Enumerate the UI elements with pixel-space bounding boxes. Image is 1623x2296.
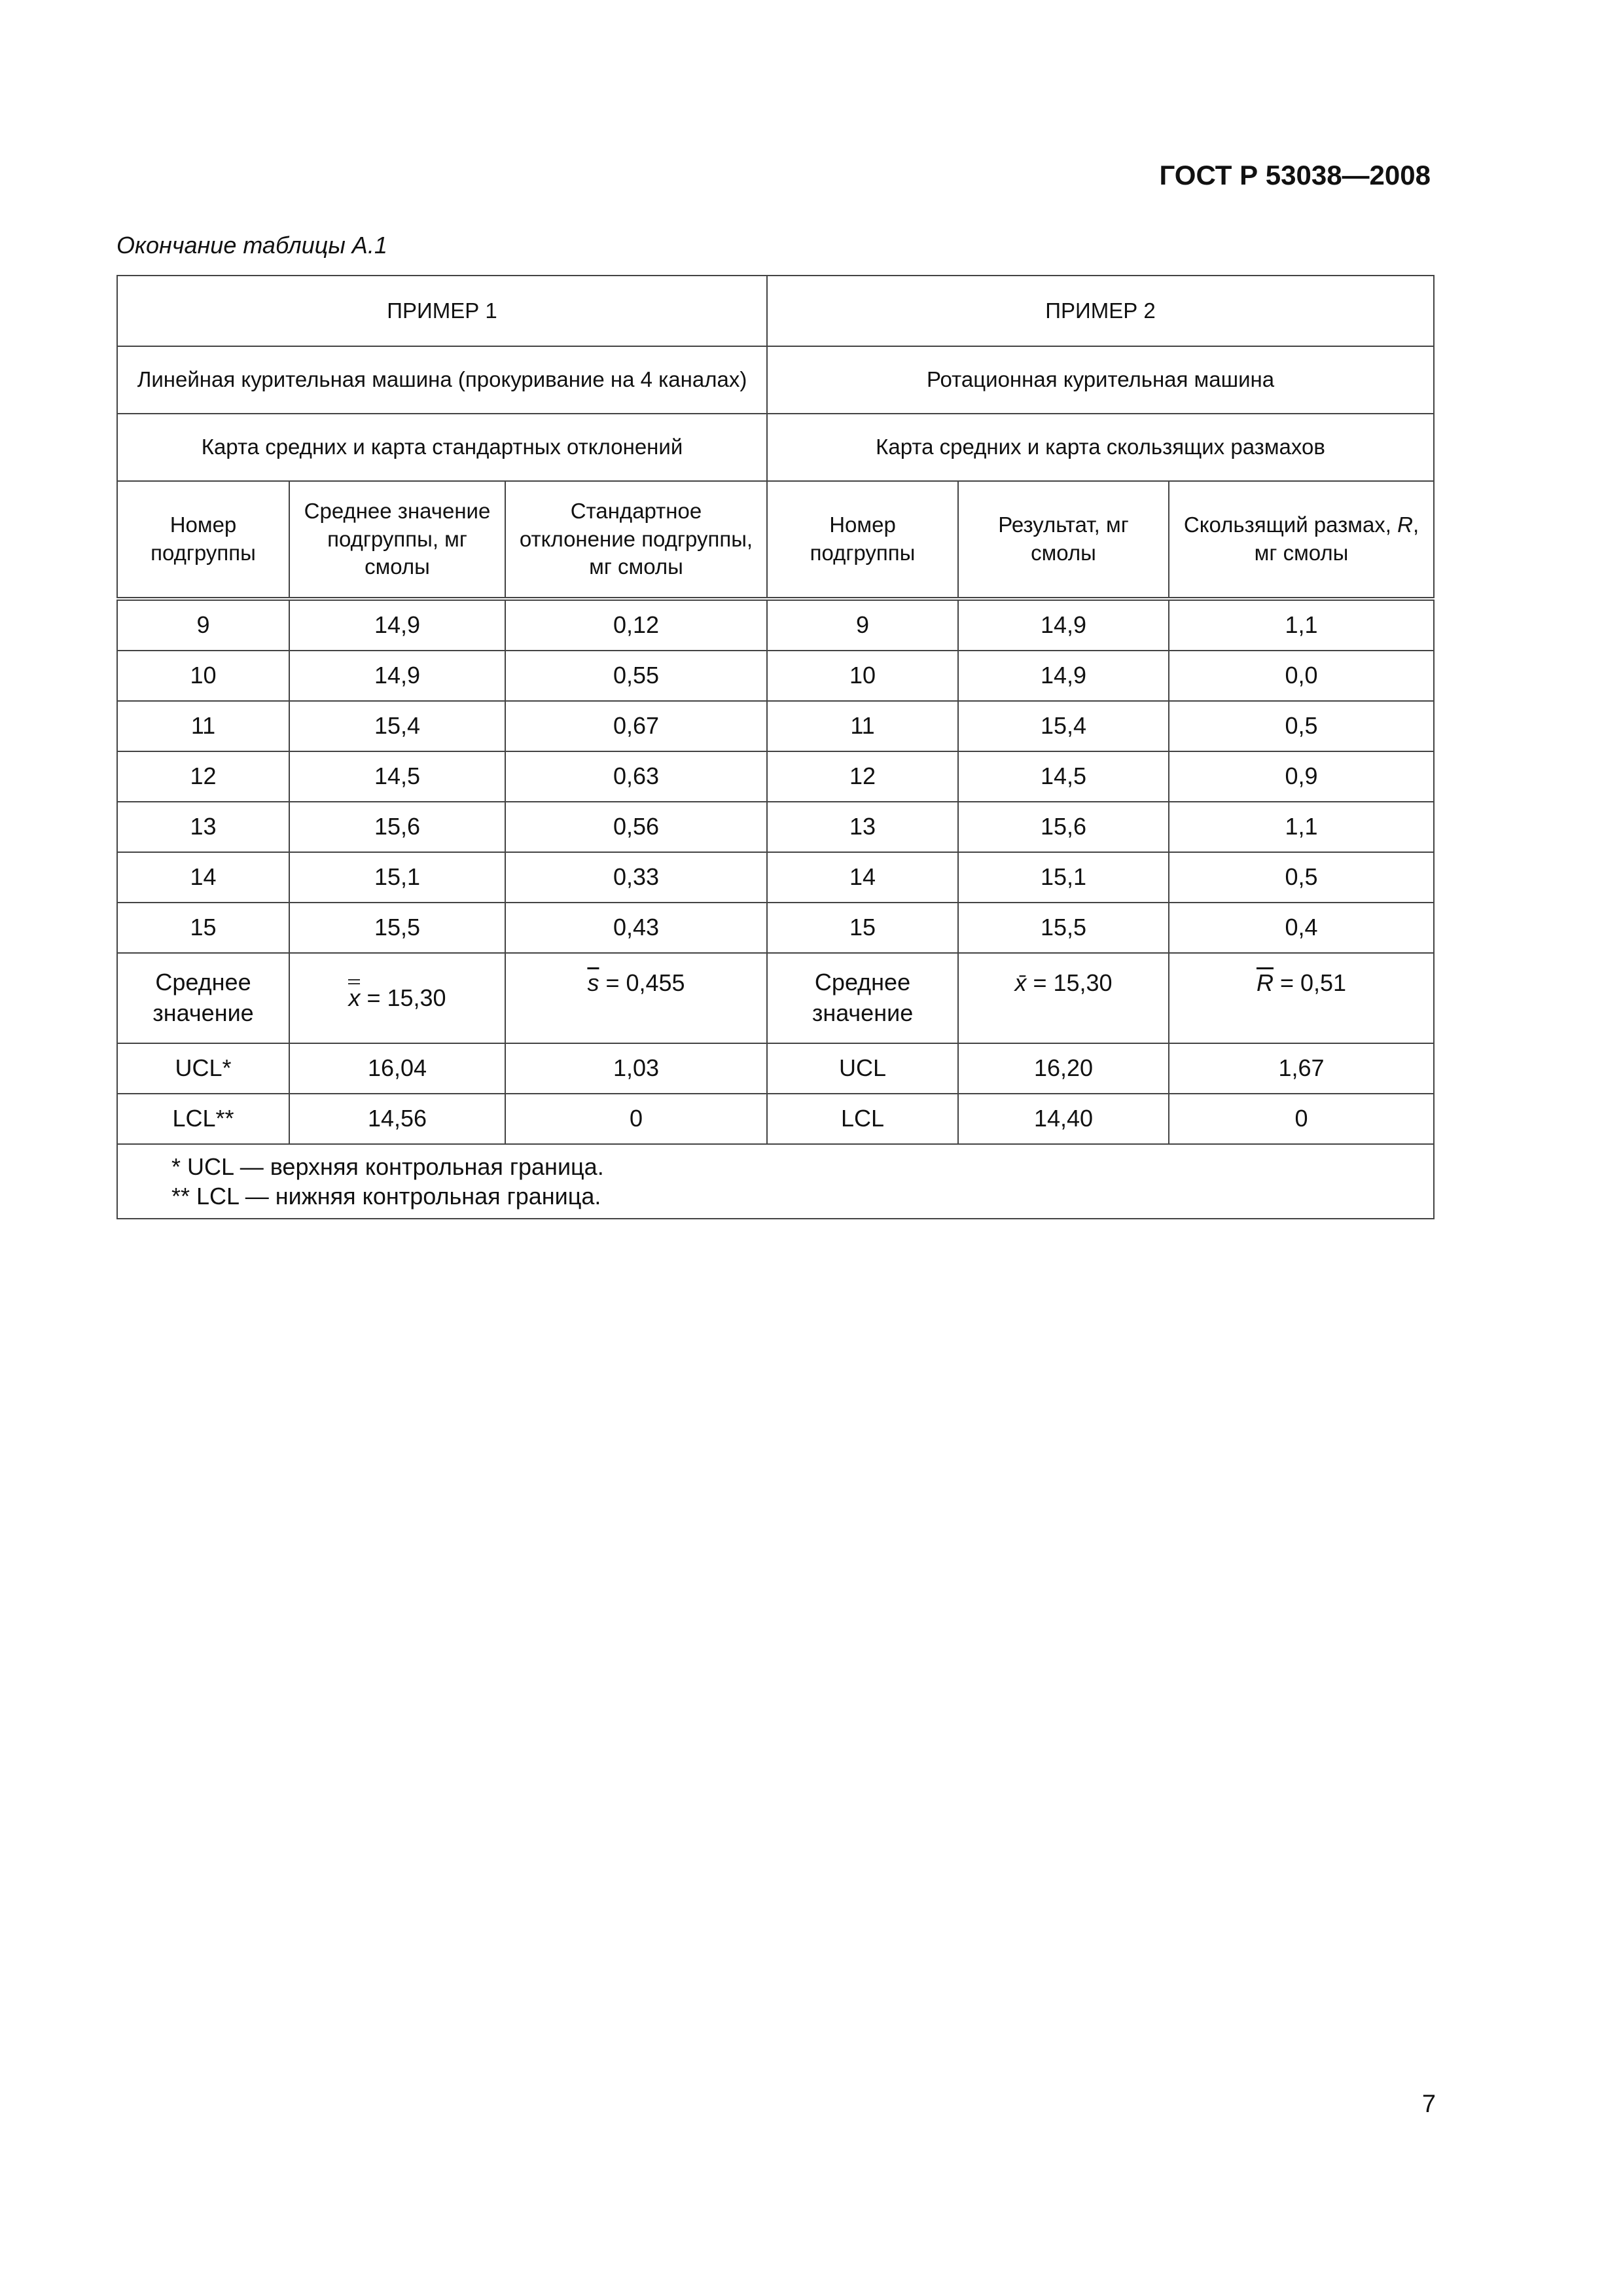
- table-cell: 11: [767, 701, 958, 751]
- table-notes: [117, 1144, 1434, 1219]
- table-cell: 0,9: [1169, 751, 1434, 802]
- table-cell: 15,4: [958, 701, 1169, 751]
- example2-machine: Ротационная курительная машина: [767, 346, 1434, 414]
- column-header: Номер подгруппы: [117, 481, 289, 599]
- table-cell: 15: [767, 903, 958, 953]
- column-header: Среднее значение подгруппы, мг смолы: [289, 481, 505, 599]
- table-header-columns: [117, 481, 1434, 599]
- table-cell: 1,03: [505, 1043, 767, 1094]
- example1-title: ПРИМЕР 1: [117, 276, 767, 346]
- table-row: [117, 802, 1434, 852]
- table-cell: 15,1: [289, 852, 505, 903]
- mean-row: [117, 953, 1434, 1043]
- table-cell: 0,56: [505, 802, 767, 852]
- table-cell: 1,1: [1169, 802, 1434, 852]
- range-symbol: R: [1397, 512, 1413, 537]
- table-row: [117, 651, 1434, 701]
- table-cell: 0,67: [505, 701, 767, 751]
- table-header-examples: [117, 276, 1434, 346]
- example1-chart: Карта средних и карта стандартных отклонений: [117, 414, 767, 481]
- table-cell: 1,67: [1169, 1043, 1434, 1094]
- column-header: [1169, 481, 1434, 599]
- mean-std-symbol: $\overline{s}$: [587, 969, 599, 996]
- mean-range-symbol: $\overline{R}$: [1256, 969, 1274, 996]
- grand-mean-value: = 15,30: [360, 984, 446, 1011]
- table-row: [117, 852, 1434, 903]
- table-cell: 14,5: [289, 751, 505, 802]
- table-cell: 0,43: [505, 903, 767, 953]
- table-cell: 0,5: [1169, 852, 1434, 903]
- mean-std-cell: [505, 953, 767, 1043]
- table-cell: 15,5: [289, 903, 505, 953]
- column-header: Номер подгруппы: [767, 481, 958, 599]
- table-cell: 14: [767, 852, 958, 903]
- column-header-text: Скользящий размах,: [1183, 512, 1398, 537]
- table-cell: 0: [505, 1094, 767, 1144]
- mean-result-value: = 15,30: [1026, 969, 1113, 996]
- table-cell: 15,6: [958, 802, 1169, 852]
- table-cell: 0,12: [505, 599, 767, 651]
- table-cell: UCL: [767, 1043, 958, 1094]
- example1-machine: Линейная курительная машина (прокуривание на 4 каналах): [117, 346, 767, 414]
- table-cell: 14,9: [958, 651, 1169, 701]
- table-row: [117, 903, 1434, 953]
- column-header: Стандартное отклонение подгруппы, мг смолы: [505, 481, 767, 599]
- table-cell: 15,5: [958, 903, 1169, 953]
- grand-mean-symbol: x: [348, 983, 360, 1014]
- table-row: [117, 701, 1434, 751]
- table-cell: LCL**: [117, 1094, 289, 1144]
- table-cell: 13: [117, 802, 289, 852]
- mean-label: Среднее значение: [767, 953, 958, 1043]
- table-cell: 14,9: [289, 651, 505, 701]
- table-row: [117, 751, 1434, 802]
- mean-range-cell: [1169, 953, 1434, 1043]
- notes-row: [117, 1144, 1434, 1219]
- grand-mean-cell: [289, 953, 505, 1043]
- page-number: 7: [1421, 2090, 1436, 2118]
- mean-label: Среднее значение: [117, 953, 289, 1043]
- lcl-row: [117, 1094, 1434, 1144]
- standard-code: ГОСТ Р 53038—2008: [1159, 160, 1431, 190]
- table-cell: 0,5: [1169, 701, 1434, 751]
- ucl-row: [117, 1043, 1434, 1094]
- example2-title: ПРИМЕР 2: [767, 276, 1434, 346]
- example2-chart: Карта средних и карта скользящих размахов: [767, 414, 1434, 481]
- table-cell: 1,1: [1169, 599, 1434, 651]
- table-cell: 14,40: [958, 1094, 1169, 1144]
- column-header-unit: , мг смолы: [1254, 512, 1419, 565]
- table-header-charts: [117, 414, 1434, 481]
- table-cell: 15: [117, 903, 289, 953]
- mean-range-value: = 0,51: [1273, 969, 1347, 996]
- table-cell: 9: [767, 599, 958, 651]
- table-caption: Окончание таблицы А.1: [116, 232, 387, 259]
- table-cell: 15,4: [289, 701, 505, 751]
- table-cell: UCL*: [117, 1043, 289, 1094]
- column-header: Результат, мг смолы: [958, 481, 1169, 599]
- note-lcl: ** LCL — нижняя контрольная граница.: [171, 1183, 601, 1210]
- table-cell: 11: [117, 701, 289, 751]
- table-cell: 10: [767, 651, 958, 701]
- mean-result-symbol: x̄: [1014, 969, 1027, 996]
- data-table: [116, 275, 1435, 1219]
- table-cell: 14,9: [958, 599, 1169, 651]
- table-cell: 15,1: [958, 852, 1169, 903]
- table-cell: 9: [117, 599, 289, 651]
- note-ucl: * UCL — верхняя контрольная граница.: [171, 1153, 604, 1180]
- table-cell: 16,20: [958, 1043, 1169, 1094]
- table-cell: 0: [1169, 1094, 1434, 1144]
- table-row: [117, 599, 1434, 651]
- table-cell: 0,4: [1169, 903, 1434, 953]
- table-cell: 15,6: [289, 802, 505, 852]
- table-cell: 0,33: [505, 852, 767, 903]
- table-cell: 14: [117, 852, 289, 903]
- table-cell: 12: [117, 751, 289, 802]
- table-cell: 14,56: [289, 1094, 505, 1144]
- table-cell: 14,9: [289, 599, 505, 651]
- table-cell: 14,5: [958, 751, 1169, 802]
- mean-std-value: = 0,455: [599, 969, 685, 996]
- table-header-machines: [117, 346, 1434, 414]
- table-cell: 0,55: [505, 651, 767, 701]
- table-cell: 10: [117, 651, 289, 701]
- table-cell: 0,63: [505, 751, 767, 802]
- table-cell: 13: [767, 802, 958, 852]
- table-cell: 12: [767, 751, 958, 802]
- table-cell: 16,04: [289, 1043, 505, 1094]
- mean-result-cell: [958, 953, 1169, 1043]
- table-cell: 0,0: [1169, 651, 1434, 701]
- table-cell: LCL: [767, 1094, 958, 1144]
